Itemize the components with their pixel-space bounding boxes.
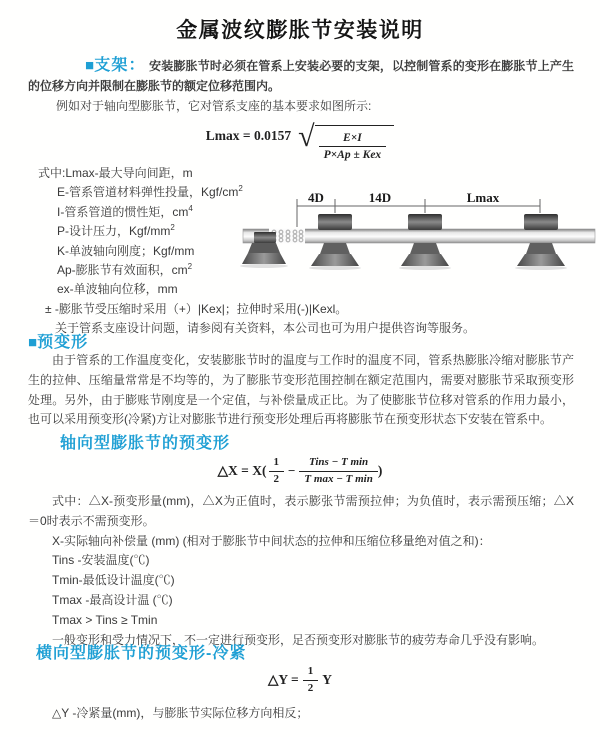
fraction-denominator: 2 [303, 680, 319, 696]
support-example-line: 例如对于轴向型膨胀节，它对管系支座的基本要求如图所示: [56, 99, 372, 113]
axial-explain-line: 式中：△X-预变形量(mm)，△X为正值时，表示膨张节需预拉伸；为负值时，表示需预压缩；△X＝0时表示不需预变形。 [28, 494, 574, 528]
definition-sup: 2 [170, 223, 175, 233]
dim-label-4d: 4D [308, 190, 324, 205]
axial-tins-line: Tins -安装温度(℃) [52, 553, 150, 568]
fraction-numerator: E×I [343, 132, 362, 144]
lateral-subsection-heading: 横向型膨胀节的预变形-冷紧 [36, 645, 247, 662]
lateral-note-line: △Y -冷紧量(mm)，与膨胀节实际位移方向相反； [52, 706, 309, 720]
lateral-coldpull-formula [0, 665, 600, 696]
fraction-denominator: T max − T min [299, 471, 377, 487]
fraction-denominator: 2 [269, 471, 285, 487]
fraction-numerator: Tins − T min [309, 456, 369, 468]
sqrt-body [315, 125, 395, 163]
axial-tmin-line: Tmin-最低设计温度(℃) [52, 573, 175, 588]
predeform-section-heading [28, 329, 88, 352]
guide-spacing-formula [0, 119, 600, 163]
definition-text: I-管系管道的惯性矩，cm [57, 204, 189, 219]
axial-predeform-formula [0, 456, 600, 487]
formula-rhs: Y [322, 672, 332, 688]
dim-label-14d: 14D [368, 190, 392, 205]
definition-sup: 4 [188, 203, 193, 213]
support-section-heading: 支架： [94, 57, 146, 74]
fraction-denominator: P×Ap ± Kex [319, 146, 387, 162]
axial-explanation-block [28, 492, 574, 650]
axial-tmax-line: Tmax -最高设计温 (℃) [52, 592, 173, 607]
definition-row [55, 319, 475, 338]
definition-text: Ap-膨胀节有效面积，cm [57, 262, 188, 277]
predeform-paragraph: 由于管系的工作温度变化，安装膨胀节时的温度与工作时的温度不同，管系热膨胀冷缩对膨胀节产生的拉伸、压缩量常常是不均等的，为了膨胀节变形范围控制在额定范围内，需要对膨胀节采取预变形处理。另外，由于膨账节刚度是一个定值，与补偿量成正比。为了使膨胀节位移对管系的作用力最小，也可以采用预变形(冷紧)方让对膨胀节进行预变形处理后再将膨胀节在预变形状态下安装在管系中。 [28, 353, 574, 427]
support-intro-text: 安装膨胀节时必须在管系上安装必要的支架，以控制管系的变形在膨胀节上产生的位移方向并限制在膨胀节的额定位移范围内。 [28, 59, 574, 93]
support-section-paragraph [28, 56, 574, 97]
minus-sign: − [288, 463, 296, 479]
formula-lhs: Lmax = 0.0157 [205, 128, 292, 143]
definition-text: K-单波轴向刚度；Kgf/mm [57, 243, 195, 258]
definition-row [45, 300, 475, 319]
definition-text: E-管系管道材料弹性投量，Kgf/cm [57, 185, 239, 200]
section-square-icon: ■ [28, 334, 38, 351]
right-paren: ) [377, 463, 383, 479]
predeform-heading-text: 预变形 [37, 334, 89, 351]
formula-fraction [319, 131, 387, 163]
formula-lhs: △Y = [268, 672, 299, 688]
fraction-numerator: 1 [273, 456, 279, 468]
page-title: 金属波纹膨胀节安装说明 [176, 19, 424, 42]
definition-text: 关于管系支座设计问题，请参阅有关资料，本公司也可为用户提供咨询等服务。 [55, 321, 476, 336]
formula-lhs: △X = X( [217, 463, 267, 479]
one-half-fraction [269, 456, 285, 487]
definition-sup: 2 [238, 184, 243, 194]
definition-text: 式中:Lmax-最大导向间距，m [38, 166, 193, 180]
sqrt-radical [298, 119, 394, 163]
section-square-icon: ■ [85, 57, 95, 74]
definition-text: P-设计压力，Kgf/mm [57, 224, 171, 239]
one-half-fraction [303, 665, 319, 696]
dim-label-lmax: Lmax [466, 190, 500, 205]
axial-note-line: 一般变形和受力情况下，不一定进行预变形，足否预变形对膨胀节的疲劳寿命几乎没有影响。 [52, 632, 545, 647]
temperature-fraction [299, 456, 377, 487]
axial-x-definition: X-实际轴向补偿量 (mm) (相对于膨胀节中间状态的拉伸和压缩位移量绝对值之和)： [52, 533, 491, 548]
definition-text: ex-单波轴向位移，mm [57, 282, 178, 297]
axial-relation-line: Tmax > Tins ≥ Tmin [52, 612, 158, 627]
fraction-numerator: 1 [307, 665, 314, 677]
sqrt-sign: √ [298, 120, 315, 153]
support-spacing-diagram [240, 186, 598, 290]
definition-row [38, 164, 475, 183]
definition-sup: 2 [187, 261, 193, 271]
definition-text: ± -膨胀节受压缩时采用（+）|Kex|；拉伸时采用(-)|Kexl。 [45, 301, 348, 316]
axial-subsection-heading: 轴向型膨胀节的预变形 [60, 435, 231, 452]
